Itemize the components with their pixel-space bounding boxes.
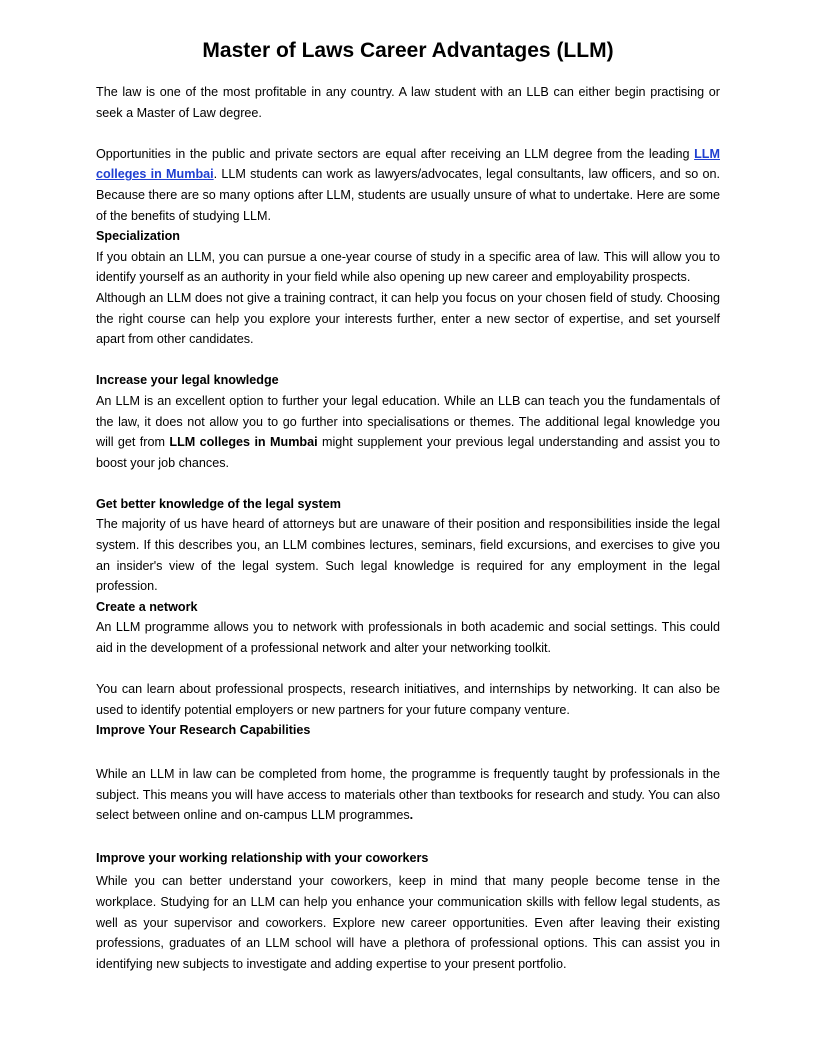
llm-colleges-mumbai-link[interactable]: LLM colleges in Mumbai bbox=[96, 146, 720, 182]
opportunities-text-start: Opportunities in the public and private sectors are equal after receiving an LLM degree from the leading bbox=[96, 146, 695, 161]
coworkers-paragraph: While you can better understand your coworkers, keep in mind that many people become tense in the workplace. Studying for an LLM can help you enhance your communication skills with fellow legal students, as well as your supervisor and coworkers. Explore new career opportunities. Even after leaving their existing professions, graduates of an LLM school will have a plethora of professional options. This can assist you in identifying new subjects to investigate and adding expertise to your present portfolio. bbox=[96, 874, 720, 971]
opportunities-text-end: . LLM students can work as lawyers/advocates, legal consultants, law officers, and so on. Because there are so many options after LLM, students are usually unsure of what to undertake. Here are some of the benefits of studying LLM. bbox=[96, 167, 720, 223]
research-heading: Improve Your Research Capabilities bbox=[96, 723, 311, 738]
legal-system-paragraph: The majority of us have heard of attorneys but are unaware of their position and responsibilities inside the legal system. If this describes you, an LLM combines lectures, seminars, field excursions, and exercises to give you an insider's view of the legal system. Such legal knowledge is required for any employment in the legal profession. bbox=[96, 517, 720, 594]
network-paragraph-2: You can learn about professional prospects, research initiatives, and internships by networking. It can also be used to identify potential employers or new partners for your future company venture. bbox=[96, 682, 720, 717]
research-paragraph bbox=[96, 764, 720, 826]
specialization-paragraph-2: Although an LLM does not give a training contract, it can help you focus on your chosen field of study. Choosing the right course can help you explore your interests further, enter a new sector of expertise, and set yourself apart from other candidates. bbox=[96, 290, 720, 347]
coworkers-heading: Improve your working relationship with your coworkers bbox=[96, 850, 429, 865]
legal-knowledge-paragraph bbox=[96, 391, 720, 473]
research-period: . bbox=[409, 808, 414, 823]
specialization-paragraph-1: If you obtain an LLM, you can pursue a one-year course of study in a specific area of law. This will allow you to identify yourself as an authority in your field while also opening up new career and employability prospects. bbox=[96, 249, 720, 285]
research-text: While an LLM in law can be completed from home, the programme is frequently taught by professionals in the subject. This means you will have access to materials other than textbooks for research and study. You can also select between online and on-campus LLM programmes bbox=[96, 767, 720, 823]
network-paragraph-1: An LLM programme allows you to network with professionals in both academic and social settings. This could aid in the development of a professional network and alter your networking toolkit. bbox=[96, 620, 720, 656]
llm-colleges-mumbai-bold: LLM colleges in Mumbai bbox=[169, 435, 318, 450]
legal-knowledge-text-start: An LLM is an excellent option to further your legal education. While an LLB can teach you the fundamentals of the law, it does not allow you to go further into specialisations or themes. The additional legal knowledge you will get from bbox=[96, 393, 720, 450]
specialization-heading: Specialization bbox=[96, 229, 180, 244]
legal-knowledge-text-end: might supplement your previous legal understanding and assist you to boost your job chances. bbox=[96, 435, 720, 470]
network-heading: Create a network bbox=[96, 599, 198, 614]
legal-system-heading: Get better knowledge of the legal system bbox=[96, 496, 341, 511]
legal-knowledge-heading: Increase your legal knowledge bbox=[96, 373, 279, 388]
page-title: Master of Laws Career Advantages (LLM) bbox=[202, 39, 614, 62]
opportunities-paragraph bbox=[96, 144, 720, 226]
intro-paragraph: The law is one of the most profitable in any country. A law student with an LLB can either begin practising or seek a Master of Law degree. bbox=[96, 85, 720, 120]
document-page bbox=[96, 34, 720, 974]
